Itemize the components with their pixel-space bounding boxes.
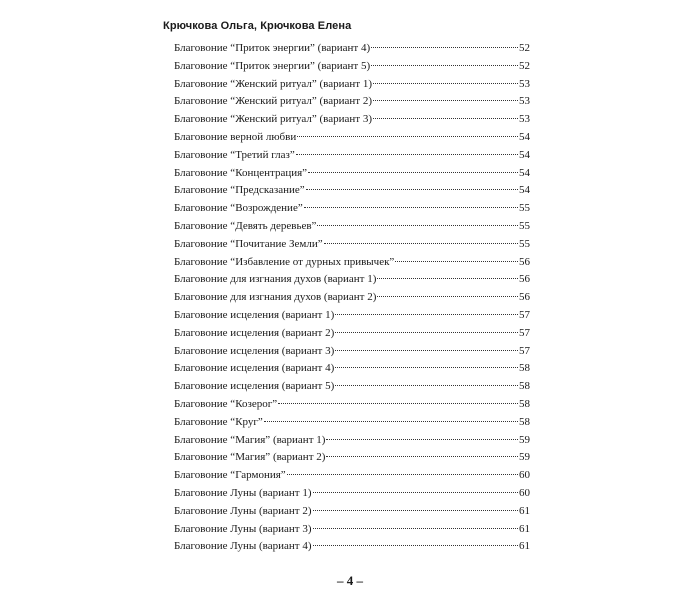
dot-leader — [296, 154, 518, 155]
dot-leader — [306, 189, 518, 190]
toc-entry — [174, 327, 530, 345]
toc-entry — [174, 540, 530, 558]
dot-leader — [335, 385, 518, 386]
toc-entry-page: 59 — [519, 433, 530, 446]
toc-entry — [174, 184, 530, 202]
toc-entry — [174, 113, 530, 131]
dot-leader — [335, 367, 518, 368]
toc-entry — [174, 149, 530, 167]
toc-entry-title: Благовоние “Круг” — [174, 415, 263, 428]
toc-entry-page: 57 — [519, 326, 530, 339]
toc-entry — [174, 60, 530, 78]
dot-leader — [335, 350, 518, 351]
toc-entry-title: Благовоние “Женский ритуал” (вариант 1) — [174, 77, 372, 90]
toc-entry-title: Благовоние исцеления (вариант 3) — [174, 344, 335, 357]
toc-entry-title: Благовоние Луны (вариант 3) — [174, 522, 312, 535]
toc-entry-title: Благовоние исцеления (вариант 2) — [174, 326, 335, 339]
toc-entry — [174, 220, 530, 238]
toc-entry-page: 57 — [519, 308, 530, 321]
toc-entry-page: 56 — [519, 291, 530, 304]
toc-entry — [174, 291, 530, 309]
dot-leader — [324, 243, 518, 244]
dot-leader — [313, 510, 519, 511]
toc-entry-page: 59 — [519, 451, 530, 464]
toc-entry-title: Благовоние “Магия” (вариант 1) — [174, 433, 326, 446]
toc-entry-page: 57 — [519, 344, 530, 357]
toc-entry-page: 54 — [519, 184, 530, 197]
toc-entry-page: 60 — [519, 486, 530, 499]
toc-entry — [174, 202, 530, 220]
toc-entry — [174, 451, 530, 469]
toc-entry — [174, 523, 530, 541]
toc-entry-title: Благовоние “Возрождение” — [174, 202, 303, 215]
toc-entry-page: 56 — [519, 273, 530, 286]
toc-entry-title: Благовоние “Козерог” — [174, 397, 278, 410]
toc-entry — [174, 380, 530, 398]
toc-entry-page: 54 — [519, 148, 530, 161]
dot-leader — [373, 83, 518, 84]
toc-entry-title: Благовоние исцеления (вариант 4) — [174, 362, 335, 375]
toc-entry — [174, 398, 530, 416]
dot-leader — [287, 474, 518, 475]
toc-entry-title: Благовоние исцеления (вариант 1) — [174, 308, 335, 321]
toc-entry — [174, 505, 530, 523]
toc-entry-title: Благовоние “Женский ритуал” (вариант 2) — [174, 95, 372, 108]
toc-entry-title: Благовоние “Девять деревьев” — [174, 219, 317, 232]
toc-entry-page: 54 — [519, 130, 530, 143]
running-header: Крючкова Ольга, Крючкова Елена — [163, 20, 352, 32]
toc-entry-page: 55 — [519, 237, 530, 250]
toc-entry — [174, 434, 530, 452]
toc-entry-page: 58 — [519, 362, 530, 375]
dot-leader — [313, 528, 519, 529]
toc-entry-page: 58 — [519, 415, 530, 428]
toc-entry-page: 56 — [519, 255, 530, 268]
toc-entry — [174, 238, 530, 256]
toc-entry-page: 61 — [519, 504, 530, 517]
toc-entry — [174, 256, 530, 274]
toc-entry-page: 53 — [519, 77, 530, 90]
toc-entry-page: 52 — [519, 59, 530, 72]
toc-entry — [174, 95, 530, 113]
dot-leader — [326, 439, 518, 440]
toc-entry-title: Благовоние “Женский ритуал” (вариант 3) — [174, 113, 372, 126]
toc-entry-title: Благовоние Луны (вариант 4) — [174, 540, 312, 553]
toc-entry-title: Благовоние “Избавление от дурных привычек” — [174, 255, 395, 268]
toc-entry — [174, 131, 530, 149]
toc-entry-title: Благовоние “Концентрация” — [174, 166, 308, 179]
toc-entry-title: Благовоние для изгнания духов (вариант 1) — [174, 273, 377, 286]
dot-leader — [313, 545, 519, 546]
dot-leader — [377, 296, 518, 297]
toc-entry-page: 58 — [519, 380, 530, 393]
dot-leader — [326, 456, 518, 457]
toc-entry-title: Благовоние “Почитание Земли” — [174, 237, 323, 250]
page-number: – 4 – — [337, 573, 363, 588]
toc-entry — [174, 416, 530, 434]
toc-entry — [174, 469, 530, 487]
dot-leader — [377, 278, 518, 279]
dot-leader — [373, 100, 518, 101]
toc-entry — [174, 78, 530, 96]
toc-entry-title: Благовоние Луны (вариант 2) — [174, 504, 312, 517]
toc-entry-page: 61 — [519, 522, 530, 535]
toc-entry-title: Благовоние исцеления (вариант 5) — [174, 380, 335, 393]
dot-leader — [395, 261, 518, 262]
dot-leader — [308, 172, 518, 173]
toc-entry — [174, 345, 530, 363]
dot-leader — [335, 314, 518, 315]
toc-entry-title: Благовоние верной любви — [174, 130, 297, 143]
toc-entry-title: Благовоние для изгнания духов (вариант 2) — [174, 291, 377, 304]
toc-entry-page: 58 — [519, 397, 530, 410]
toc-entry-page: 53 — [519, 95, 530, 108]
toc-entry-title: Благовоние “Третий глаз” — [174, 148, 295, 161]
toc-entry-page: 54 — [519, 166, 530, 179]
dot-leader — [335, 332, 518, 333]
toc-entry-title: Благовоние “Магия” (вариант 2) — [174, 451, 326, 464]
toc-entry-title: Благовоние “Приток энергии” (вариант 5) — [174, 59, 371, 72]
dot-leader — [313, 492, 519, 493]
toc-entry-page: 55 — [519, 202, 530, 215]
toc-entry-page: 52 — [519, 42, 530, 54]
toc-entry-page: 53 — [519, 113, 530, 126]
toc-entry-title: Благовоние “Гармония” — [174, 469, 286, 482]
toc-entry-page: 60 — [519, 469, 530, 482]
dot-leader — [371, 47, 518, 48]
toc-entry — [174, 273, 530, 291]
toc-entry-page: 61 — [519, 540, 530, 553]
table-of-contents — [174, 42, 530, 558]
toc-entry — [174, 487, 530, 505]
toc-entry-title: Благовоние “Приток энергии” (вариант 4) — [174, 42, 371, 54]
toc-entry-title: Благовоние “Предсказание” — [174, 184, 305, 197]
dot-leader — [304, 207, 518, 208]
toc-entry-page: 55 — [519, 219, 530, 232]
dot-leader — [371, 65, 518, 66]
dot-leader — [297, 136, 518, 137]
toc-entry — [174, 167, 530, 185]
toc-entry-title: Благовоние Луны (вариант 1) — [174, 486, 312, 499]
dot-leader — [278, 403, 518, 404]
dot-leader — [264, 421, 518, 422]
toc-entry — [174, 309, 530, 327]
toc-entry — [174, 42, 530, 60]
toc-entry — [174, 362, 530, 380]
dot-leader — [373, 118, 518, 119]
dot-leader — [317, 225, 518, 226]
